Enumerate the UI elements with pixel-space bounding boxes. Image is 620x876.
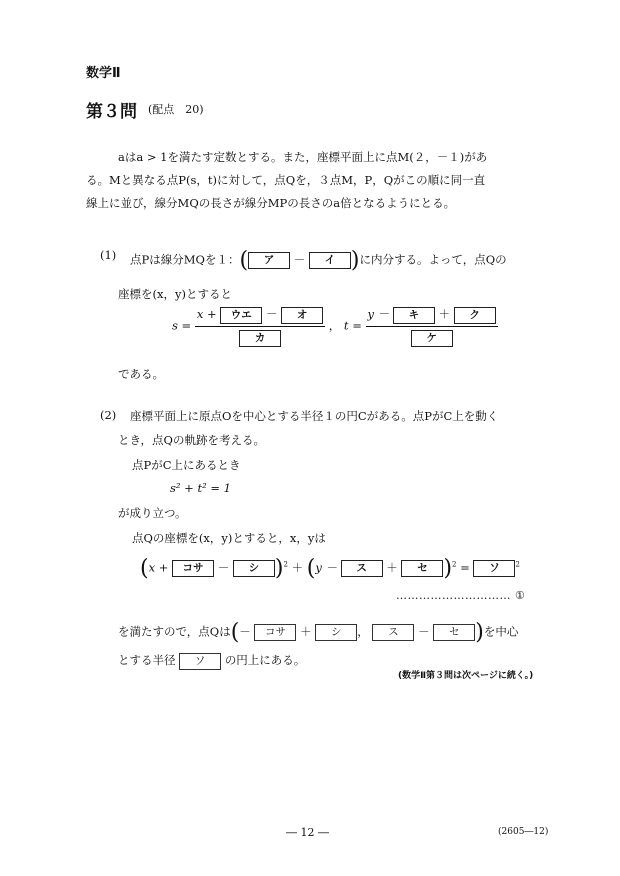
intro-line-1: aはa > 1を満たす定数とする。また，座標平面上に点M(２，－１)があ (118, 150, 488, 164)
part1-number: (1) (100, 248, 117, 262)
page-number: ― 12 ― (286, 826, 329, 839)
paren-close: ) (350, 248, 360, 273)
part2-line-2: とき，点Qの軌跡を考える。 (118, 433, 265, 447)
points-label: (配点 20) (148, 103, 204, 116)
minus-sign: － (293, 252, 306, 267)
t-numerator: y － キ ＋ ク (366, 306, 498, 327)
formula-row (172, 306, 498, 347)
intro-line-3: 線上に並び，線分MQの長さが線分MPの長さのa倍となるようにとる。 (86, 196, 456, 210)
ref-box-se: セ (433, 624, 475, 641)
answer-box-ki[interactable]: キ (393, 307, 435, 324)
part1-end: である。 (118, 367, 164, 381)
part2-line-4: が成り立つ。 (118, 506, 187, 520)
ref-box-shi: シ (315, 624, 357, 641)
answer-box-ka[interactable]: カ (239, 330, 281, 347)
part1-line-2: 座標を(x，y)とすると (118, 287, 232, 301)
ref-box-kosa: コサ (254, 624, 296, 641)
s-denominator (195, 327, 325, 347)
s-numerator: x + ウエ － オ (195, 306, 325, 327)
t-fraction (366, 306, 498, 347)
answer-box-ke[interactable]: ケ (411, 330, 453, 347)
part2-line-6: を満たすので，点Qは(－ コサ ＋ シ ， ス － セ )を中心 (118, 620, 519, 645)
answer-box-se[interactable]: セ (401, 560, 443, 577)
locus-equation: (x + コサ － シ )$^2$ ＋ (y － ス ＋ セ )$^2$ = ソ $^2$ (140, 556, 520, 581)
answer-box-ku[interactable]: ク (454, 307, 496, 324)
circle-equation: s² + t² = 1 (170, 481, 231, 495)
s-eq: s = (172, 318, 192, 333)
comma: ， (328, 318, 341, 333)
t-denominator (366, 327, 498, 347)
part1-text-b: に内分する。よって，点Qの (359, 252, 507, 267)
question-title: 第３問 (86, 102, 137, 122)
part1-line-1 (130, 248, 507, 273)
t-eq: t = (343, 318, 362, 333)
part2-line-7: とする半径 ソ の円上にある。 (118, 652, 305, 670)
intro-line-2: る。Mと異なる点P(s，t)に対して，点Qを，３点M，P，Qがこの順に同一直 (86, 173, 486, 187)
answer-box-a[interactable]: ア (248, 252, 290, 269)
answer-box-o[interactable]: オ (281, 307, 323, 324)
part2-line-3: 点PがC上にあるとき (132, 458, 241, 472)
answer-box-su[interactable]: ス (341, 560, 383, 577)
continued-note: (数学Ⅱ第３問は次ページに続く。) (398, 671, 534, 681)
equation-marker: ………………………… ① (396, 589, 526, 602)
s-fraction (195, 306, 325, 347)
answer-box-i[interactable]: イ (309, 252, 351, 269)
part2-line-1: 座標平面上に原点Oを中心とする半径１の円Cがある。点PがC上を動く (130, 409, 499, 423)
answer-box-so[interactable]: ソ (473, 560, 515, 577)
part2-number: (2) (100, 408, 117, 422)
part1-text-a: 点Pは線分MQを１： (130, 252, 240, 267)
part2-line-5: 点Qの座標を(x，y)とすると，x，yは (132, 531, 326, 545)
subject-title: 数学Ⅱ (86, 66, 121, 81)
ref-box-so: ソ (179, 653, 221, 670)
answer-box-ue[interactable]: ウエ (220, 307, 262, 324)
answer-box-shi[interactable]: シ (233, 560, 275, 577)
ref-box-su: ス (372, 624, 414, 641)
paren-open: ( (239, 248, 249, 273)
answer-box-kosa[interactable]: コサ (172, 560, 214, 577)
page-code: (2605―12) (498, 827, 549, 837)
